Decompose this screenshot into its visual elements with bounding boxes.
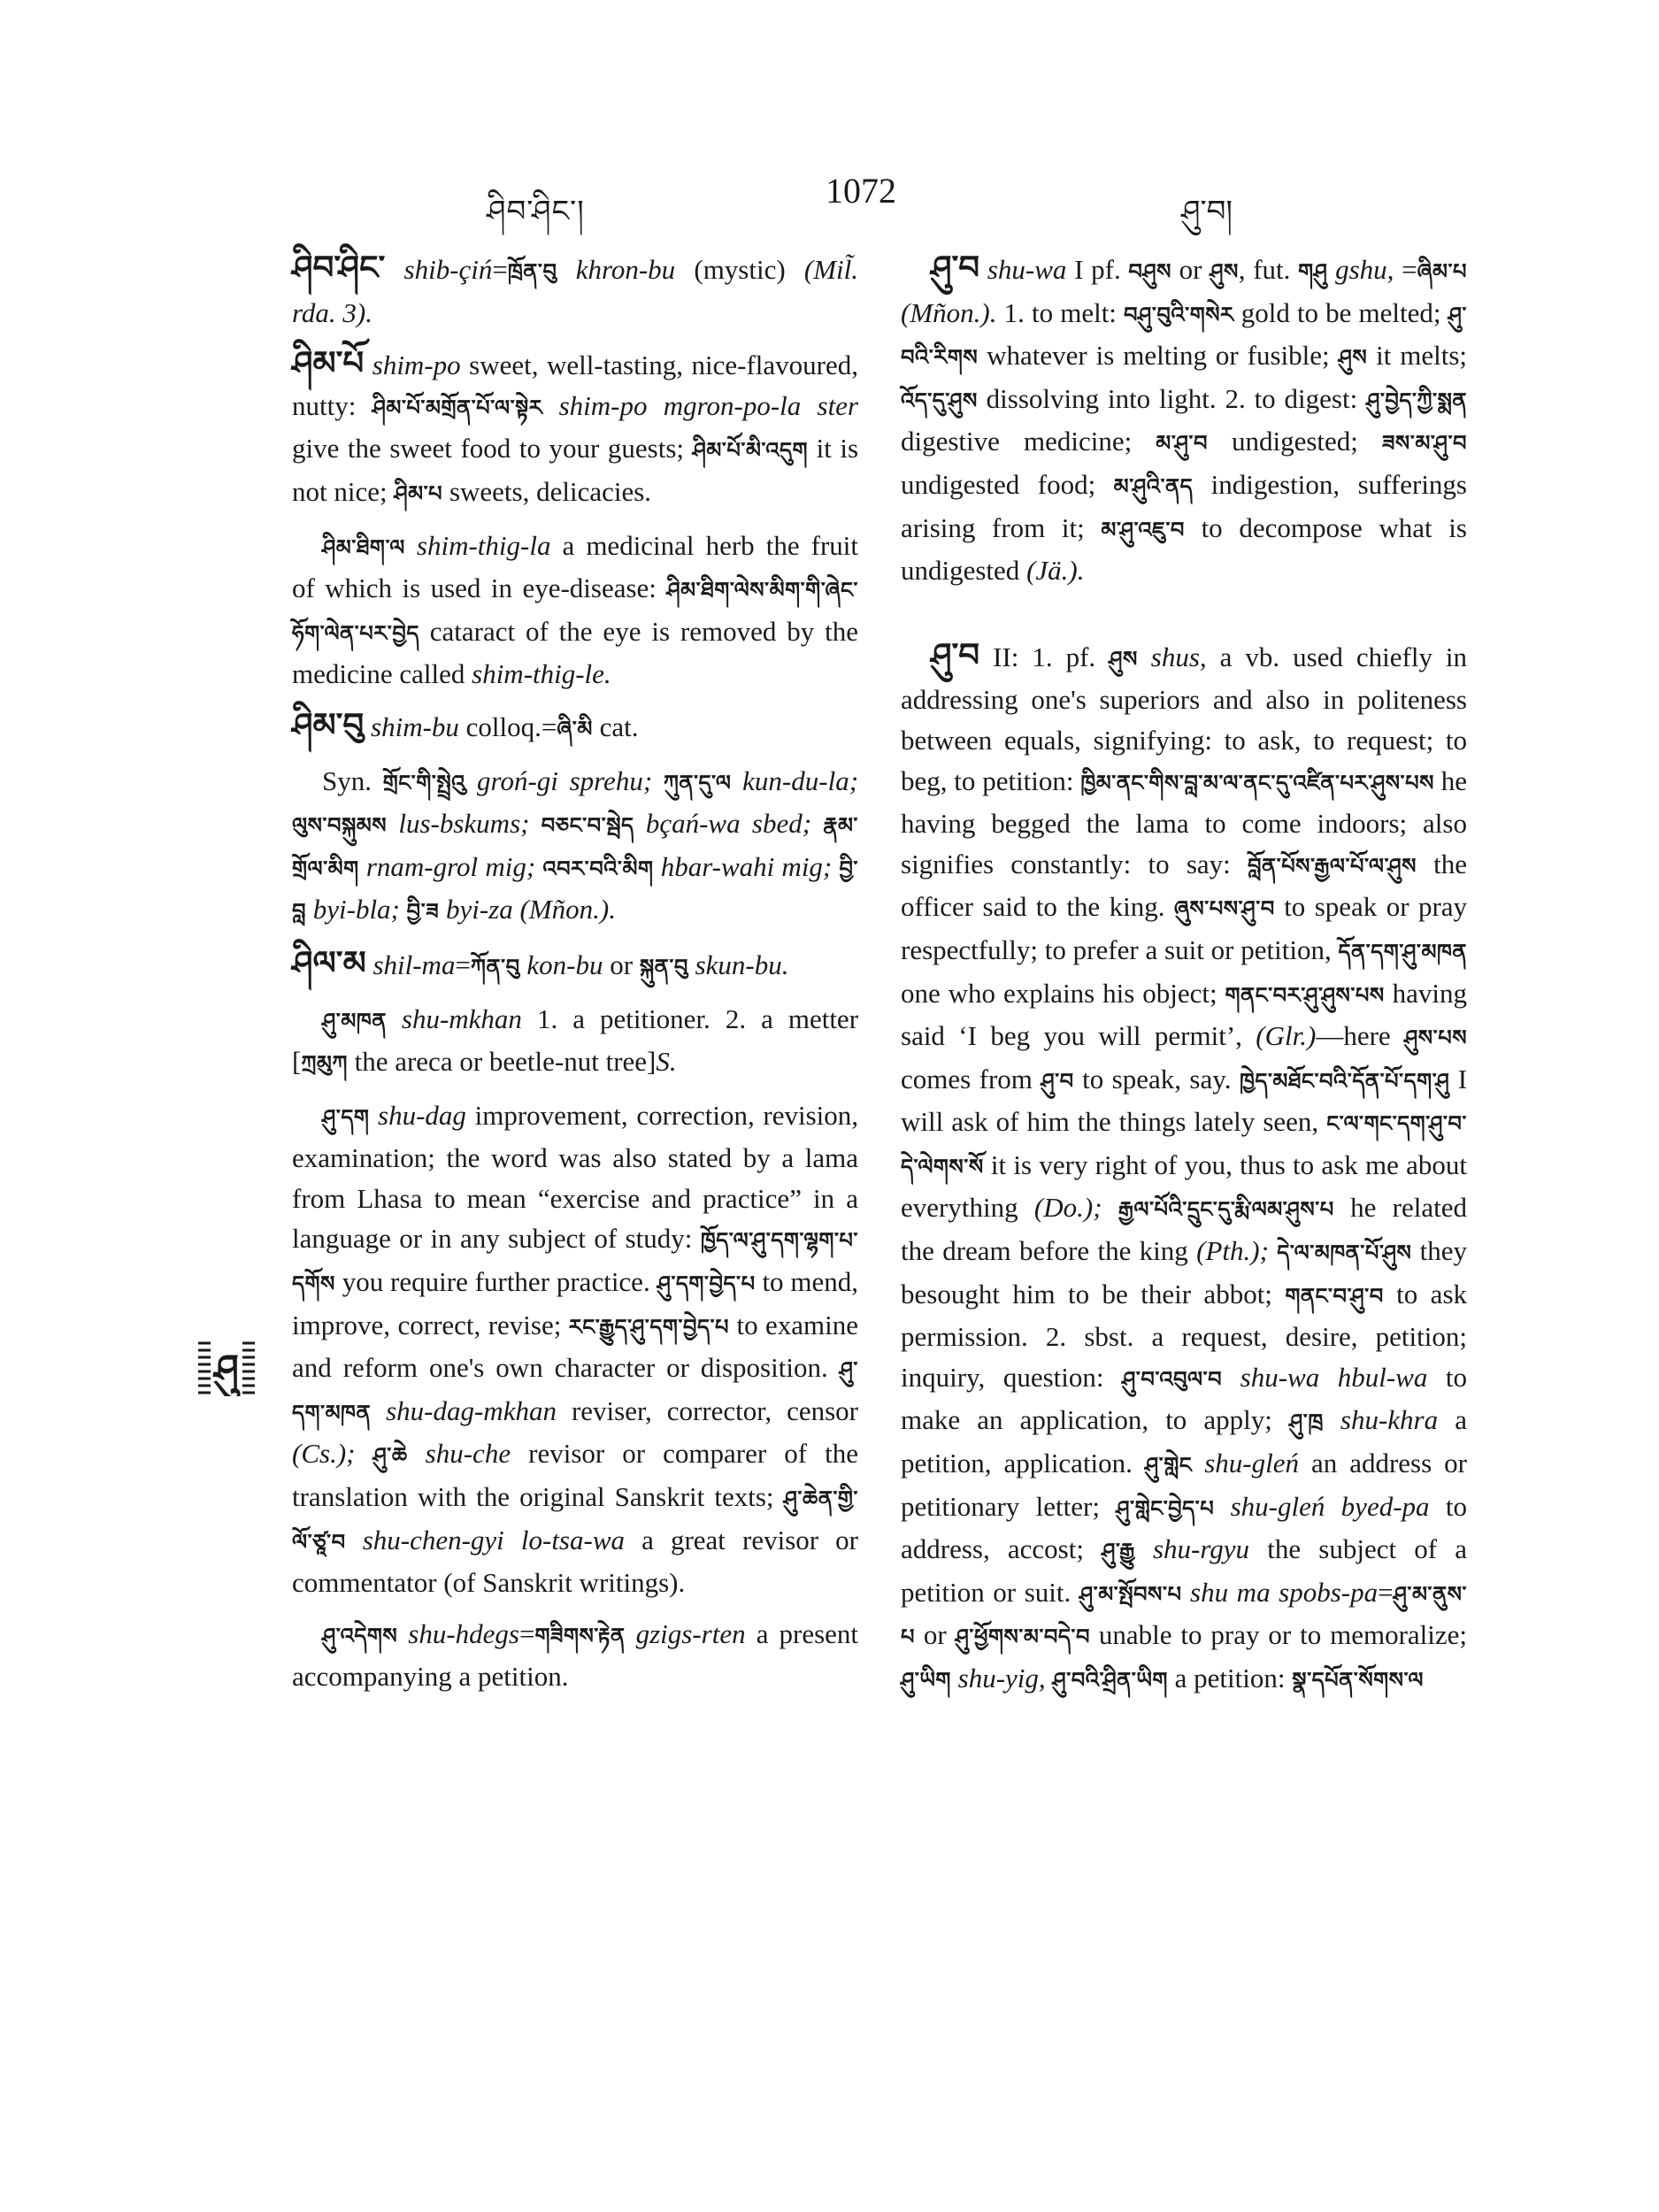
entry-shim-thig-la — [292, 526, 858, 695]
italic-text: gshu, — [1335, 254, 1394, 285]
tibetan-text: ཤིམ་པོ་མི་འདུག — [692, 438, 809, 464]
entry-text: or — [923, 1619, 947, 1651]
entry-shil-ma — [292, 943, 858, 988]
tibetan-text: གྲོང་གི་སྤྲེའུ — [382, 770, 466, 795]
entry-text: = — [541, 710, 557, 742]
entry-shu-wa-I — [901, 248, 1467, 591]
italic-text: shu-wa hbul-wa — [1240, 1361, 1428, 1393]
entry-text: a great revisor or commentator (of Sanskrit writings). — [292, 1524, 858, 1599]
entry-text: unable to pray or to memoralize; — [1098, 1619, 1468, 1651]
tibetan-text: ཤུས — [1210, 259, 1239, 284]
entry-text: reviser, corrector, censor — [571, 1394, 859, 1426]
italic-text: kun-du-la; — [742, 764, 859, 796]
entry-shu-wa-II — [901, 635, 1467, 1701]
page-number: 1072 — [826, 171, 896, 211]
entry-text: they besought him to be their abbot; — [901, 1235, 1468, 1310]
entry-text: you require further practice. — [342, 1266, 650, 1298]
tibetan-text: དེ་ལ་མཁན་པོ་ཤུས — [1277, 1240, 1412, 1266]
entry-text: , fut. — [1238, 254, 1291, 285]
entry-text: sweet, well-tasting, nice-flavoured, nutty: — [292, 349, 859, 421]
headword-tibetan: ཤུ་དག — [322, 1104, 370, 1130]
tibetan-text: ཤུ་བ་འབུལ་བ — [1122, 1366, 1223, 1392]
entry-text: to ask permission. 2. sbst. a request, desire, petition; inquiry, question: — [901, 1278, 1468, 1393]
tibetan-text: ཤུ་གླེང་བྱེད་པ — [1116, 1495, 1215, 1521]
headword-tibetan: ཤིལ་མ — [292, 942, 366, 982]
entry-text: it melts; — [1376, 340, 1468, 372]
italic-text: shu-chen-gyi lo-tsa-wa — [362, 1524, 625, 1555]
tibetan-text: ཁྱེད་མཐོང་བའི་དོན་པོ་དག་ཤུ — [1239, 1068, 1450, 1094]
tibetan-text: བཤུ་བུའི་གསེར — [1124, 302, 1234, 327]
italic-text: byi-za — [445, 894, 513, 926]
tibetan-text: ཀྲམུཀ — [301, 1051, 348, 1077]
headword-transliteration: shim-po — [372, 349, 461, 381]
tibetan-text: ཤུ་ཕྱོགས་མ་བདེ་བ — [955, 1624, 1090, 1650]
tibetan-text: རྒྱལ་པོའི་དྲུང་དུ་རྨི་ལམ་ཤུས་པ — [1118, 1197, 1334, 1223]
entry-text: undigested; — [1231, 426, 1358, 457]
headword-transliteration: shu-mkhan — [401, 1002, 522, 1034]
tibetan-margin-glyph-icon — [196, 1336, 257, 1396]
entry-text: to mend, improve, correct, revise; — [292, 1266, 859, 1340]
tibetan-text: རང་རྒྱུད་ཤུ་དག་བྱེད་པ — [568, 1314, 730, 1340]
headword-tibetan: ཤིམ་བུ — [292, 704, 365, 744]
tibetan-text: ཤུ་ཡིག — [901, 1668, 951, 1693]
tibetan-text: ཁྲོན་བུ — [507, 259, 557, 284]
tibetan-text: ཤུ་དག་བྱེད་པ — [657, 1271, 756, 1297]
tibetan-text: ལུས་བསྐུམས — [292, 813, 388, 839]
entry-text: sweets, delicacies. — [449, 475, 652, 507]
entry-text: to make an application, to apply; — [901, 1361, 1468, 1436]
entry-text: to examine and reform one's own character or disposition. — [292, 1309, 858, 1384]
entry-text: the areca or beetle-nut tree] — [354, 1046, 657, 1078]
tibetan-text: བྱི་ཟ — [406, 899, 440, 925]
entry-text: 1. a petitioner. 2. a metter [ — [292, 1002, 859, 1078]
italic-text: shu ma spobs-pa — [1190, 1576, 1379, 1608]
italic-text: khron-bu — [575, 254, 676, 285]
tibetan-text: བཅང་བ་སྦེད — [541, 813, 634, 839]
entry-text: or — [1179, 254, 1202, 285]
entry-text: he having begged the lama to come indoors; also signifies constantly: to say: — [901, 764, 1468, 879]
italic-text: shu-yig, — [957, 1663, 1046, 1694]
entry-text: it is not nice; — [292, 433, 859, 507]
tibetan-text: ཤུ་གླེང — [1144, 1453, 1193, 1479]
entry-text: gold to be melted; — [1240, 296, 1441, 328]
headword-tibetan: ཤུ་བ — [931, 248, 980, 287]
tibetan-text: ཤུ་དག་མཁན — [292, 1357, 858, 1425]
tibetan-text: འབར་བའི་མིག — [542, 856, 654, 881]
italic-text: gzigs-rten — [635, 1617, 746, 1649]
headword-transliteration: shim-thig-la — [416, 529, 551, 561]
entry-text: improvement, correction, revision, examination; the word was also stated by a lama from Lhasa to mean “exercise and practice” in a language or in any subject of study: — [292, 1099, 859, 1255]
entry-text: = — [455, 949, 471, 980]
italic-text: lus-bskums; — [398, 808, 530, 840]
entry-text: to speak, say. — [1082, 1063, 1232, 1094]
italic-text: shu-rgyu — [1152, 1533, 1250, 1565]
entry-text: cat. — [599, 710, 639, 742]
entry-text: undigested food; — [901, 468, 1096, 500]
entry-shim-po — [292, 343, 858, 514]
entry-text: I will ask of him the things lately seen, — [901, 1063, 1468, 1138]
tibetan-text: མ་ཤུ་བ — [1156, 431, 1208, 457]
tibetan-text: བློན་པོས་རྒྱལ་པོ་ལ་ཤུས — [1248, 853, 1417, 879]
tibetan-text: གནང་བ་ཤུ་བ — [1285, 1283, 1384, 1309]
tibetan-text: ཁྱོད་ལ་ཤུ་དག་ལྷག་པ་དགོས — [292, 1228, 858, 1297]
entry-shu-hdegs — [292, 1614, 858, 1697]
italic-text: byi-bla; — [312, 894, 400, 926]
entry-text: give the sweet food to your guests; — [292, 433, 684, 465]
tibetan-text: ང་ལ་གང་དག་ཤུ་བ་དེ་ལེགས་སོ — [901, 1111, 1467, 1179]
entry-text: = — [1402, 254, 1417, 285]
tibetan-text: ཤུ་བའི་ཤྲིན་ཡིག — [1052, 1668, 1168, 1693]
italic-text: (Jä.). — [1026, 555, 1085, 587]
italic-text: rnam-grol mig; — [365, 850, 536, 882]
entry-text: = — [518, 1617, 535, 1649]
entry-text: to decompose what is undigested — [901, 511, 1467, 587]
tibetan-text: གཟིགས་རྟེན — [534, 1623, 626, 1648]
entry-text: digestive medicine; — [901, 426, 1133, 457]
header-right-catchword: ཤུ་བ། — [1181, 194, 1233, 229]
tibetan-text: ཤུས — [1338, 345, 1368, 371]
entry-text: a petition, application. — [901, 1404, 1467, 1479]
italic-text: (Do.); — [1033, 1192, 1102, 1224]
entry-text: having said ‘I beg you will permit’, — [901, 977, 1468, 1052]
italic-text: (Cs.); — [292, 1438, 356, 1470]
tibetan-text: ཁྱིམ་ནང་གིས་བླ་མ་ལ་ནང་དུ་འཛིན་པར་ཤུས་པས — [1080, 770, 1434, 795]
tibetan-text: རྣམ་གྲོལ་མིག — [292, 813, 859, 881]
headword-transliteration: shim-bu — [371, 710, 459, 742]
italic-text: (Mñon.). — [901, 296, 997, 328]
entry-text: he related the dream before the king — [901, 1192, 1467, 1267]
tibetan-text: དོན་དག་ཤུ་མཁན — [1338, 939, 1468, 964]
tibetan-text: ཤུ་མ་ནུས་པ — [901, 1581, 1468, 1650]
tibetan-text: གཤུ — [1298, 259, 1328, 284]
entry-text: a present accompanying a petition. — [292, 1617, 859, 1693]
tibetan-text: འོད་དུ་ཤུས — [901, 388, 978, 413]
tibetan-text: ཞིམ་པ — [1417, 259, 1468, 284]
headword-tibetan: ཤིམ་ཐིག་ལ — [322, 534, 405, 560]
headword-tibetan: ཤུ་བ — [931, 634, 980, 674]
entry-text: it is very right of you, thus to ask me about everything — [901, 1148, 1467, 1224]
tibetan-text: ཞི་མི — [557, 716, 593, 741]
italic-text: shu-che — [425, 1438, 511, 1470]
entry-shu-dag — [292, 1095, 858, 1603]
entry-text: II: 1. pf. — [993, 641, 1096, 672]
entry-text: = — [492, 254, 508, 285]
entry-text: —here — [1316, 1020, 1391, 1052]
headword-transliteration: shu-wa — [987, 254, 1067, 285]
entry-text: one who explains his object; — [901, 977, 1217, 1009]
entry-text: the subject of a petition or suit. — [901, 1533, 1467, 1608]
italic-text: (Mñon.). — [519, 894, 616, 926]
italic-text: shu-gleń — [1204, 1448, 1299, 1479]
entry-text: = — [1378, 1576, 1394, 1608]
header-left-catchword: ཤིབ་ཤིང་། — [487, 194, 585, 229]
tibetan-text: ཤུ་རྒྱུ — [1102, 1539, 1135, 1564]
entry-shu-mkhan — [292, 999, 858, 1085]
entry-shib-cin — [292, 248, 858, 333]
right-column — [901, 248, 1467, 1701]
page-header — [292, 170, 1380, 229]
margin-mark-glyph: ཤུ — [214, 1347, 239, 1392]
headword-transliteration: shu-hdegs — [408, 1617, 519, 1649]
tibetan-text: བཤུས — [1128, 259, 1171, 284]
italic-text: kon-bu — [526, 949, 603, 980]
entry-text: the officer said to the king. — [901, 848, 1468, 923]
tibetan-text: ཤུས་པས — [1404, 1025, 1468, 1051]
entry-text: to address, accost; — [901, 1490, 1467, 1565]
tibetan-text: ཤུ་བྱེད་ཀྱི་སྨན — [1366, 388, 1468, 413]
italic-text: S. — [656, 1046, 677, 1078]
entry-shim-bu — [292, 705, 858, 750]
entry-text: comes from — [901, 1063, 1033, 1094]
entry-text: or — [610, 949, 634, 980]
tibetan-text: ཤུ་ཆེན་གྱི་ལོ་ཙཱ་བ — [292, 1486, 859, 1555]
italic-text: (Pth.); — [1196, 1235, 1269, 1267]
headword-transliteration: shu-dag — [378, 1099, 466, 1131]
tibetan-text: ཟས་མ་ཤུ་བ — [1381, 431, 1468, 457]
tibetan-text: ཤིམ་པོ་མགྲོན་པོ་ལ་སྟེར — [372, 395, 543, 420]
italic-text: shu-gleń byed-pa — [1230, 1490, 1430, 1522]
italic-text: shim-po mgron-po-la ster — [558, 389, 859, 421]
tibetan-text: ཞུས་པས་ཤུ་བ — [1173, 896, 1275, 922]
tibetan-text: ཤུ་བའི་རིགས — [901, 302, 1468, 371]
entry-text: I pf. — [1074, 254, 1121, 285]
entry-text: dissolving into light. 2. to digest: — [986, 382, 1358, 414]
entry-text: 1. to melt: — [1003, 296, 1117, 328]
entry-text: whatever is melting or fusible; — [987, 340, 1330, 372]
italic-text: groń-gi sprehu; — [477, 764, 653, 796]
entry-text: to speak or pray respectfully; to prefer a suit or petition, — [901, 891, 1468, 965]
headword-tibetan: ཤུ་མཁན — [322, 1008, 387, 1033]
italic-text: shim-thig-le. — [472, 658, 611, 690]
entry-text: a vb. used chiefly in addressing one's superiors and also in politeness between equals, signifying: to ask, to request; to beg, to petition: — [901, 641, 1468, 796]
entry-text: an address or petitionary letter; — [901, 1448, 1467, 1522]
headword-tibetan: ཤིབ་ཤིང་ — [292, 248, 386, 287]
tibetan-text: ཤུ་ཁྲ — [1289, 1409, 1324, 1435]
entry-text: a petition: — [1174, 1663, 1286, 1694]
italic-text: shus, — [1150, 641, 1207, 672]
entry-text: cataract of the eye is removed by the medicine called — [292, 615, 859, 690]
italic-text: hbar-wahi mig; — [660, 850, 833, 882]
italic-text: bçań-wa sbed; — [645, 808, 812, 840]
tibetan-text: ཤུ་བ — [1041, 1068, 1074, 1094]
tibetan-text: སྐུན་བུ — [639, 954, 688, 979]
entry-text: indigestion, sufferings arising from it; — [901, 468, 1467, 543]
tibetan-text: སྣ་དཔོན་སོགས་ལ — [1292, 1668, 1424, 1693]
italic-text: (Glr.) — [1256, 1020, 1317, 1052]
italic-text: shu-dag-mkhan — [386, 1394, 557, 1426]
tibetan-text: གནང་བར་ཤུ་ཤུས་པས — [1225, 982, 1385, 1008]
tibetan-text: ཤུས — [1109, 646, 1138, 672]
tibetan-text: བྱི་བླ — [292, 856, 859, 925]
tibetan-text: ཤིམ་ཐིག་ལེས་མིག་གི་ཞེང་ཧོག་ལེན་པར་བྱེད — [292, 578, 858, 646]
italic-text: skun-bu. — [695, 949, 789, 980]
entry-synonyms — [292, 761, 858, 933]
headword-transliteration: shib-çiń — [403, 254, 493, 285]
tibetan-text: ཤུ་ཆེ — [373, 1443, 408, 1469]
tibetan-text: མ་ཤུའི་ནད — [1113, 473, 1194, 499]
left-column — [292, 248, 858, 1697]
headword-tibetan: ཤིམ་པོ — [292, 343, 365, 383]
italic-text: shu-khra — [1340, 1404, 1439, 1436]
entry-text: a medicinal herb the fruit of which is used in eye-disease: — [292, 529, 858, 604]
tibetan-text: ཀོན་བུ — [470, 954, 520, 979]
entry-text: (mystic) — [694, 254, 786, 285]
headword-tibetan: ཤུ་འདེགས — [322, 1623, 398, 1648]
entry-text: revisor or comparer of the translation with the original Sanskrit texts; — [292, 1438, 859, 1513]
tibetan-text: ཤུ་མ་སྤོབས་པ — [1079, 1581, 1182, 1607]
headword-transliteration: shil-ma — [373, 949, 456, 980]
tibetan-text: ཤིམ་པ — [394, 480, 443, 506]
entry-text: colloq. — [465, 710, 541, 742]
tibetan-text: ཀུན་དུ་ལ — [663, 770, 732, 795]
tibetan-text: མ་ཤུ་འཇུ་བ — [1101, 517, 1185, 542]
synonyms-label: Syn. — [322, 764, 372, 796]
italic-text: (Mil̃. rda. 3). — [292, 254, 858, 328]
